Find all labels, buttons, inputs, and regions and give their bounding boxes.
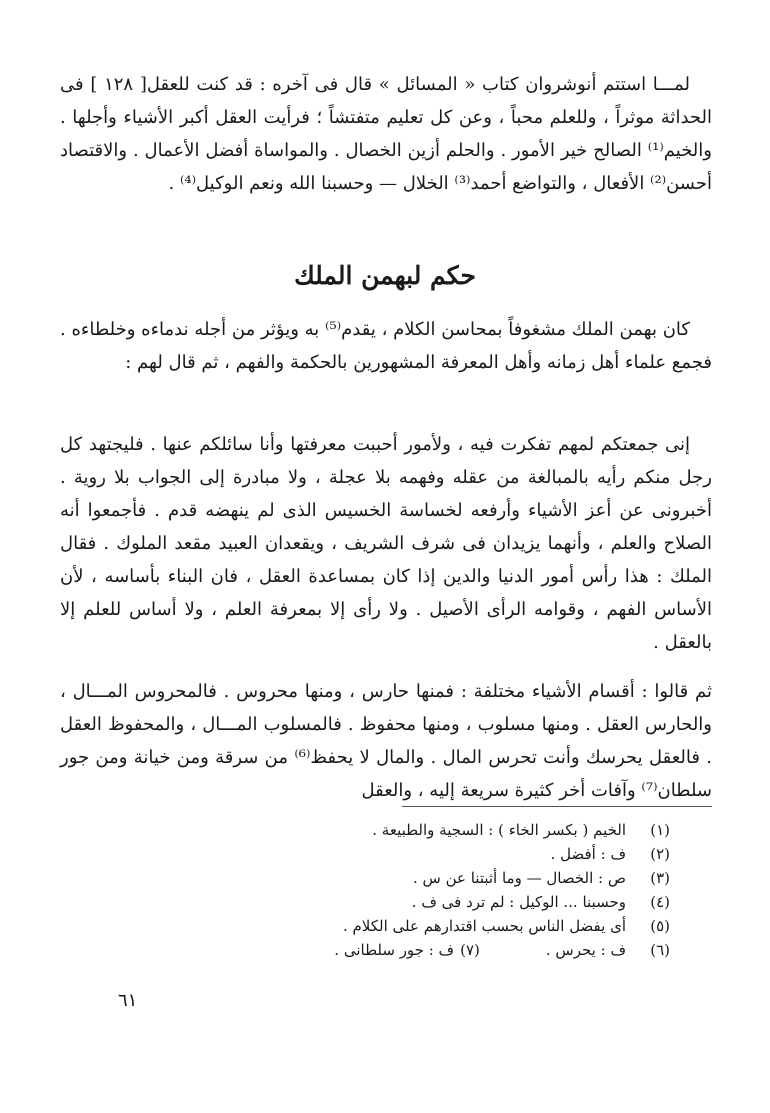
- footnote-number: (٧): [460, 941, 480, 959]
- footnote-number: (٦): [650, 941, 670, 959]
- footnote-text: ف : جور سلطانى .: [334, 941, 455, 959]
- footnote-divider: [402, 806, 712, 807]
- footnote: [60, 842, 670, 866]
- paragraph-bahman-intro: [60, 313, 712, 379]
- footnote-text: ف : أفضل .: [550, 845, 626, 863]
- footnote-number: (٢): [650, 845, 670, 863]
- footnote-number: (٥): [650, 917, 670, 935]
- footnotes: [60, 818, 670, 962]
- footnote: [60, 818, 670, 842]
- footnote: [60, 866, 670, 890]
- page-number: ٦١: [118, 990, 138, 1011]
- footnote-text: ص : الخصال — وما أثبتنا عن س .: [412, 869, 626, 887]
- footnote-text: أى يفضل الناس بحسب اقتدارهم على الكلام .: [342, 917, 626, 935]
- paragraph-bahman-speech: [60, 428, 712, 659]
- footnote-number: (٣): [650, 869, 670, 887]
- footnote: [60, 938, 670, 962]
- paragraph-text: كان بهمن الملك مشغوفاً بمحاسن الكلام ، يقدم⁽⁵⁾ به ويؤثر من أجله ندماءه وخلطاءه . فجمع علماء أهل زمانه وأهل المعرفة المشهورين بالحكمة والفهم ، ثم قال لهم :: [60, 319, 712, 373]
- paragraph-divisions: [60, 675, 712, 807]
- paragraph-text: لمـــا استتم أنوشروان كتاب « المسائل » قال فى آخره : قد كنت للعقل[ ١٢٨ ] فى الحداثة موثراً ، وللعلم محباً ، وعن كل تعليم متفتشاً ؛ فرأيت العقل أكبر الأشياء وأجلها . والخيم⁽¹⁾ الصالح خير الأمور . والحلم أزين الخصال . والمواساة أفضل الأعمال . والاقتصاد أحسن⁽²⁾ الأفعال ، والتواضع أحمد⁽³⁾ الخلال — وحسبنا الله ونعم الوكيل⁽⁴⁾ .: [60, 74, 712, 194]
- footnote-number: (١): [650, 821, 670, 839]
- footnote: [60, 890, 670, 914]
- paragraph-text: ثم قالوا : أقسام الأشياء مختلفة : فمنها حارس ، ومنها محروس . فالمحروس المـــال ، والحارس العقل . ومنها مسلوب ، ومنها محفوظ . فالمسلوب المـــال ، والمحفوظ العقل . فالعقل يحرسك وأنت تحرس المال . والمال لا يحفظ⁽⁶⁾ من سرقة ومن خيانة ومن جور سلطان⁽⁷⁾ وآفات أخر كثيرة سريعة إليه ، والعقل: [60, 681, 712, 801]
- paragraph-text: إنى جمعتكم لمهم تفكرت فيه ، ولأمور أحببت معرفتها وأنا سائلكم عنها . فليجتهد كل رجل منكم رأيه بالمبالغة من عقله وفهمه بلا عجلة ، ولا مبادرة إلى الجواب بلا روية . أخبرونى عن أعز الأشياء وأرفعه لخساسة الخسيس الذى لم ينهضه قدم . فأجمعوا أنه الصلاح والعلم ، وأنهما يزيدان فى شرف الشريف ، ويقعدان العبيد مقعد الملوك . فقال الملك : هذا رأس أمور الدنيا والدين إذا كان بمساعدة العقل ، فان البناء بأساسه ، لأن الأساس الفهم ، وقوامه الرأى الأصيل . ولا رأى إلا بمعرفة العلم ، ولا أساس للعلم إلا بالعقل .: [60, 434, 712, 653]
- footnote-text: ف : يحرس .: [545, 941, 626, 959]
- footnote-text: وحسبنا ... الوكيل : لم ترد فى ف .: [411, 893, 626, 911]
- paragraph-anushirwan: [60, 68, 712, 200]
- section-heading: حكم لبهمن الملك: [294, 261, 476, 290]
- footnote-text: الخيم ( بكسر الخاء ) : السجية والطبيعة .: [372, 821, 626, 839]
- footnote: [60, 914, 670, 938]
- footnote-number: (٤): [650, 893, 670, 911]
